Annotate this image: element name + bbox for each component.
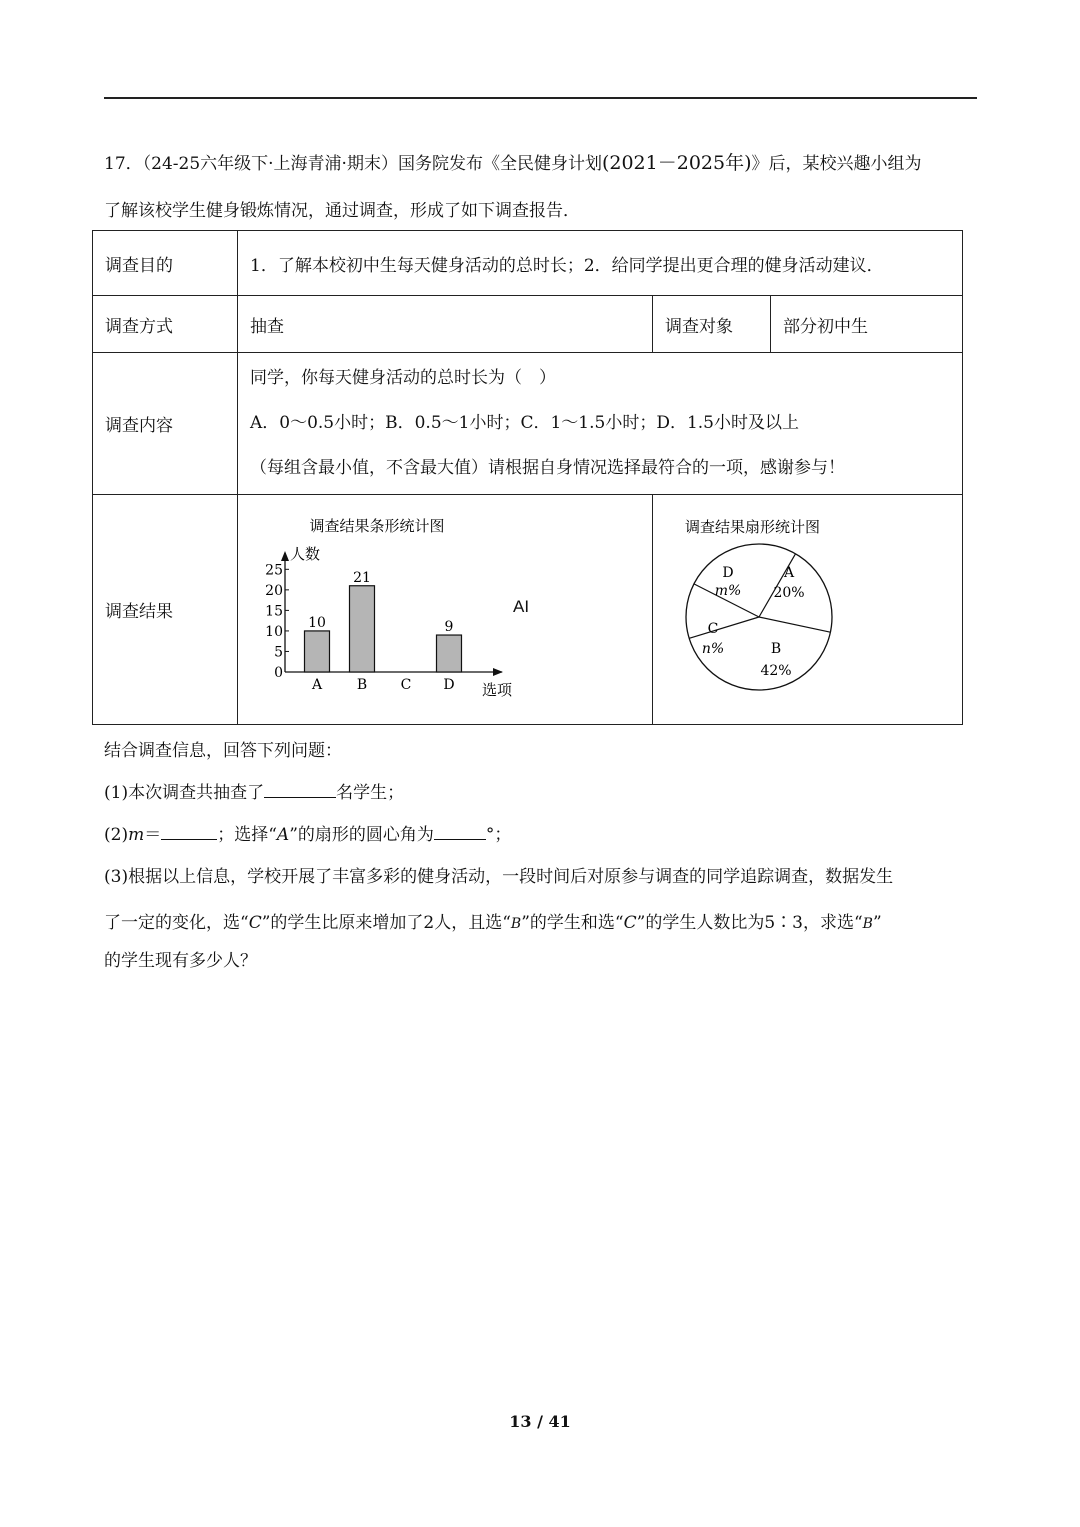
q3-text-c: ”的学生和选“	[521, 913, 624, 933]
header-rule	[104, 97, 977, 99]
q3-var-b2: B	[862, 916, 873, 932]
pie-slice-value: 42%	[760, 663, 792, 679]
x-tick-label: B	[356, 677, 368, 693]
content-label: 调查内容	[93, 353, 238, 495]
answers-intro: 结合调查信息，回答下列问题：	[104, 741, 342, 761]
pie-chart-labels	[702, 565, 805, 679]
bar-data-label: 21	[353, 569, 371, 586]
sub-question-1	[104, 778, 404, 803]
q2-degree: °；	[485, 825, 512, 845]
bar-chart-ylabel: 人数	[290, 545, 321, 563]
q3-text-d: ”的学生人数比为5∶3，求选“	[636, 913, 863, 933]
bar-chart-title: 调查结果条形统计图	[309, 517, 445, 535]
page-number: 13 / 41	[509, 1412, 571, 1431]
pie-chart-title: 调查结果扇形统计图	[685, 518, 821, 536]
sub-question-3-line-2	[104, 908, 882, 933]
sub-question-2	[104, 820, 511, 845]
row-purpose	[93, 231, 963, 296]
q2-text-2: ”的扇形的圆心角为	[289, 825, 434, 845]
pie-slice-divider	[759, 617, 830, 632]
question-text-cont: 》后，某校兴趣小组为	[751, 154, 922, 174]
content-value	[238, 353, 963, 495]
content-line-2: A．0～0.5小时；B．0.5～1小时；C．1～1.5小时；D．1.5小时及以上	[250, 413, 799, 433]
x-tick-label: A	[311, 677, 323, 693]
pie-slice-label: D	[722, 565, 734, 581]
row-method	[93, 296, 963, 353]
method-value: 抽查	[238, 296, 653, 353]
y-tick-label: 5	[274, 644, 283, 661]
y-tick-label: 10	[265, 623, 283, 640]
bar	[305, 631, 330, 672]
pie-slice-label: B	[770, 641, 782, 657]
pie-slice-label: C	[707, 621, 719, 637]
q2-var-a: A	[276, 825, 290, 845]
content-line-1: 同学，你每天健身活动的总时长为（ ）	[250, 368, 556, 388]
purpose-label: 调查目的	[93, 231, 238, 296]
bar-data-label: 9	[444, 619, 454, 636]
q3-text-e: ”	[872, 913, 882, 933]
q3-var-c1: C	[248, 913, 262, 933]
q2-text: ；选择“	[217, 825, 277, 845]
pie-slice-value: n%	[701, 641, 725, 657]
q2-var-m: m	[128, 825, 145, 845]
pie-slice-label: A	[783, 565, 795, 581]
bar-chart-cell	[238, 495, 653, 725]
q2-m-blank[interactable]	[161, 823, 217, 840]
q2-angle-blank[interactable]	[434, 823, 486, 840]
subject-label: 调查对象	[653, 296, 771, 353]
subject-value: 部分初中生	[771, 296, 963, 353]
bar-chart	[250, 495, 665, 719]
y-tick-label: 20	[265, 582, 283, 599]
pie-chart-slices	[686, 544, 832, 690]
year-range: (2021－2025年)	[601, 152, 752, 174]
row-content	[93, 353, 963, 495]
q3-text-b: ”的学生比原来增加了2人，且选“	[261, 913, 511, 933]
bar-data-label: 10	[308, 614, 326, 631]
y-tick-label: 15	[265, 603, 283, 620]
y-axis-arrow	[281, 551, 289, 561]
y-tick-label: 0	[274, 665, 283, 681]
bar	[437, 635, 462, 672]
question-text: 国务院发布《全民健身计划	[397, 154, 602, 174]
question-source: （24-25六年级下·上海青浦·期末）	[142, 154, 398, 174]
y-tick-label: 25	[265, 562, 283, 579]
q3-var-b1: B	[510, 916, 522, 932]
question-line-1	[104, 148, 922, 175]
bar-chart-bars	[305, 570, 462, 693]
pie-slice-divider	[689, 617, 759, 638]
q3-text-a: 了一定的变化，选“	[104, 913, 249, 933]
content-line-3: （每组含最小值，不含最大值）请根据自身情况选择最符合的一项，感谢参与！	[250, 458, 845, 478]
pie-slice-value: m%	[714, 583, 742, 599]
x-tick-label: C	[400, 677, 412, 693]
ai-watermark: AI	[513, 597, 530, 616]
bar-chart-xlabel: 选项	[482, 681, 513, 699]
q1-answer-blank[interactable]	[264, 781, 336, 798]
q1-text-end: 名学生；	[336, 783, 405, 803]
question-number: 17．	[104, 154, 143, 174]
q3-var-c2: C	[623, 913, 637, 933]
q2-equals: ＝	[144, 825, 162, 845]
x-axis-arrow	[493, 668, 503, 676]
pie-chart-cell	[653, 495, 963, 725]
purpose-value: 1．了解本校初中生每天健身活动的总时长；2．给同学提出更合理的健身活动建议．	[238, 231, 963, 296]
q1-text: (1)本次调查共抽查了	[104, 783, 265, 803]
row-results	[93, 495, 963, 725]
method-label: 调查方式	[93, 296, 238, 353]
result-label: 调查结果	[93, 495, 238, 725]
q2-prefix: (2)	[104, 825, 129, 845]
sub-question-3-line-3: 的学生现有多少人？	[104, 951, 257, 971]
x-tick-label: D	[443, 677, 455, 693]
pie-slice-value: 20%	[773, 585, 805, 601]
bar	[350, 586, 375, 672]
pie-chart	[665, 495, 975, 719]
survey-report-table	[92, 230, 963, 725]
sub-question-3-line-1: (3)根据以上信息，学校开展了丰富多彩的健身活动，一段时间后对原参与调查的同学追踪调查，数据发生	[104, 867, 894, 887]
question-line-2: 了解该校学生健身锻炼情况，通过调查，形成了如下调查报告．	[104, 201, 580, 221]
